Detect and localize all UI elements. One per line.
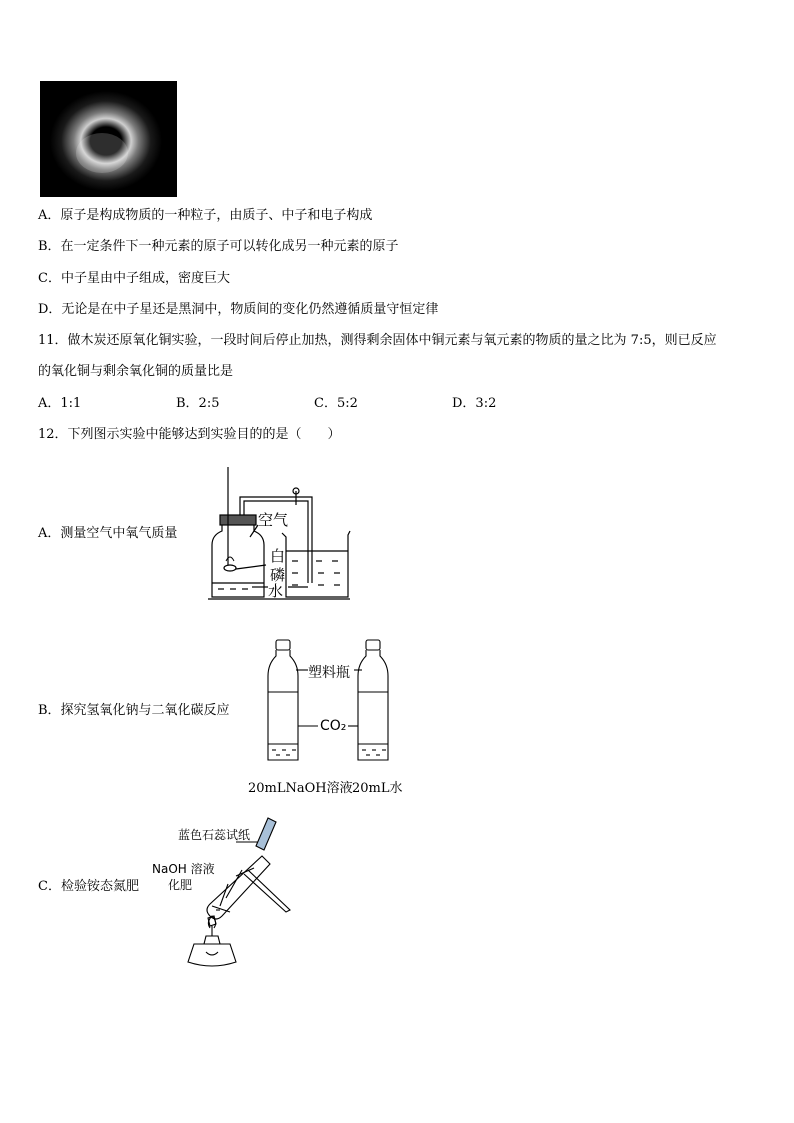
- q12-option-b: B．探究氢氧化钠与二氧化碳反应: [38, 703, 230, 718]
- q11-stem-line1: 11．做木炭还原氧化铜实验，一段时间后停止加热，测得剩余固体中铜元素与氧元素的物质的量之比为 7:5，则已反应: [38, 333, 717, 348]
- q12-option-c: C．检验铵态氮肥: [38, 879, 139, 894]
- fig-b-label-right: 20mL水: [352, 781, 403, 796]
- q11-option-c: C．5:2: [314, 396, 358, 411]
- q10-option-a: A．原子是构成物质的一种粒子，由质子、中子和电子构成: [38, 208, 373, 223]
- black-hole-image: [40, 81, 177, 197]
- fig-a-label-bai: 白: [270, 547, 286, 565]
- fig-b-label-co2: CO₂: [320, 718, 347, 734]
- q11-option-b: B．2:5: [176, 396, 220, 411]
- figure-b-naoh-co2: [248, 636, 408, 796]
- fig-c-label-fert: 化肥: [168, 878, 193, 892]
- q11-stem-line2: 的氧化铜与剩余氧化铜的质量比是: [38, 364, 234, 379]
- fig-a-label-water: 水: [268, 582, 284, 600]
- q12-option-a: A．测量空气中氧气质量: [38, 526, 178, 541]
- fig-b-label-bottle: 塑料瓶: [308, 665, 350, 681]
- q11-option-d: D．3:2: [452, 396, 497, 411]
- fig-a-label-air: 空气: [258, 511, 289, 529]
- fig-c-label-naoh: NaOH 溶液: [152, 862, 215, 876]
- q10-option-d: D．无论是在中子星还是黑洞中，物质间的变化仍然遵循质量守恒定律: [38, 302, 439, 317]
- figure-a-oxygen-measurement: [200, 465, 360, 605]
- q12-stem: 12．下列图示实验中能够达到实验目的的是（ ）: [38, 427, 341, 442]
- fig-b-label-left: 20mLNaOH溶液: [248, 781, 353, 796]
- fig-a-label-lin: 磷: [270, 566, 286, 584]
- q11-options: [38, 396, 496, 412]
- q10-option-c: C．中子星由中子组成，密度巨大: [38, 271, 230, 286]
- figure-c-ammonium-test: [150, 812, 300, 972]
- q10-option-b: B．在一定条件下一种元素的原子可以转化成另一种元素的原子: [38, 239, 399, 254]
- q11-option-a: A．1:1: [38, 396, 82, 411]
- fig-c-label-paper: 蓝色石蕊试纸: [178, 828, 251, 842]
